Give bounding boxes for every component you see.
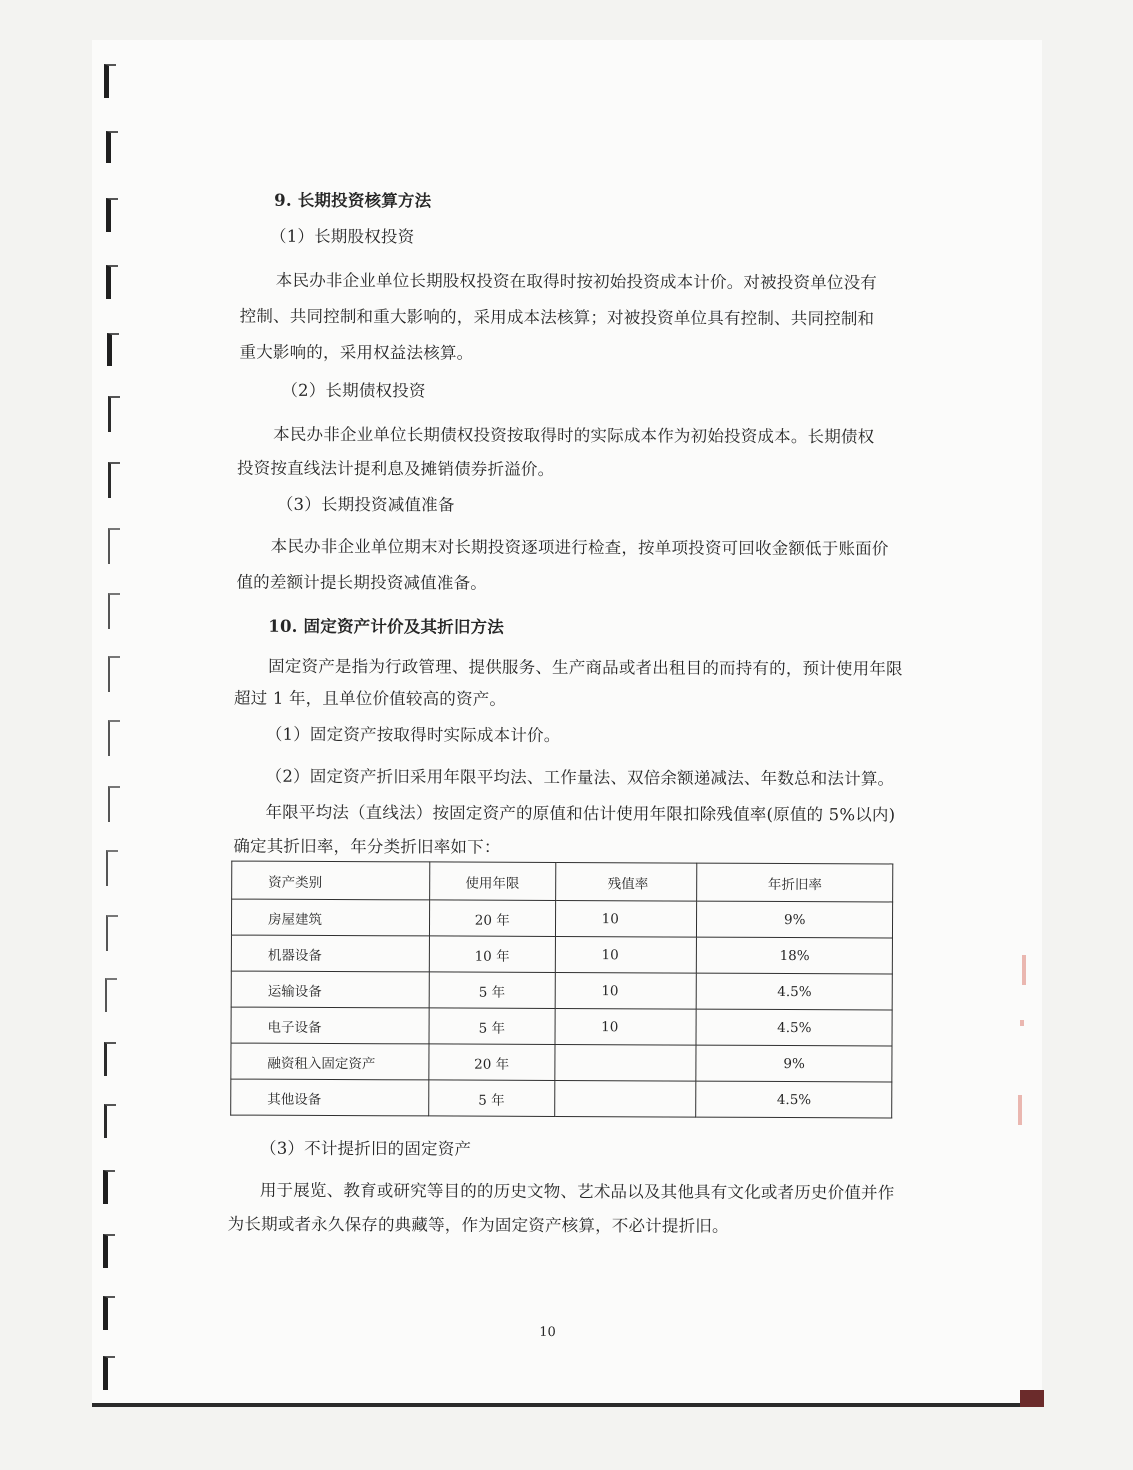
table-row <box>231 1007 892 1046</box>
subsection-heading: （1）长期股权投资 <box>269 226 415 247</box>
cell-asset-category: 房屋建筑 <box>231 899 429 936</box>
cell-annual-rate: 4.5% <box>696 1009 892 1046</box>
cell-annual-rate: 9% <box>697 901 893 938</box>
paragraph-line: 超过 1 年，且单位价值较高的资产。 <box>233 688 507 709</box>
paragraph-line: 重大影响的，采用权益法核算。 <box>239 342 474 363</box>
list-item: （1）固定资产按取得时实际成本计价。 <box>265 724 561 746</box>
subsection-heading: （3）长期投资减值准备 <box>276 494 455 515</box>
cell-asset-category: 电子设备 <box>231 1007 429 1044</box>
cell-asset-category: 融资租入固定资产 <box>231 1043 429 1080</box>
list-item: （2）固定资产折旧采用年限平均法、工作量法、双倍余额递减法、年数总和法计算。 <box>265 766 895 789</box>
corner-mark <box>1020 1390 1044 1407</box>
cell-useful-life: 5 年 <box>429 1008 555 1045</box>
cell-asset-category: 运输设备 <box>231 971 429 1008</box>
cell-residual-rate <box>554 1044 696 1081</box>
paragraph-line: 本民办非企业单位长期债权投资按取得时的实际成本作为初始投资成本。长期债权 <box>273 424 875 447</box>
section-10-heading: 10. 固定资产计价及其折旧方法 <box>268 616 505 637</box>
paragraph-line: 值的差额计提长期投资减值准备。 <box>236 572 488 593</box>
cell-asset-category: 其他设备 <box>231 1079 429 1116</box>
paragraph-line: 控制、共同控制和重大影响的，采用成本法核算；对被投资单位具有控制、共同控制和 <box>239 306 875 329</box>
cell-useful-life: 5 年 <box>429 972 555 1009</box>
header-annual-rate: 年折旧率 <box>697 863 893 902</box>
paragraph-line: 确定其折旧率，年分类折旧率如下： <box>233 836 501 857</box>
cell-annual-rate: 18% <box>697 937 893 974</box>
cell-useful-life: 20 年 <box>429 1044 555 1081</box>
paragraph-line: 年限平均法（直线法）按固定资产的原值和估计使用年限扣除残值率(原值的 5%以内) <box>265 802 896 825</box>
cell-residual-rate: 10 <box>555 936 697 973</box>
depreciation-rate-table <box>230 861 893 1119</box>
header-residual-rate: 残值率 <box>555 862 697 901</box>
table-header-row <box>232 861 893 902</box>
paragraph-line: 为长期或者永久保存的典藏等，作为固定资产核算，不必计提折旧。 <box>227 1214 729 1236</box>
header-asset-category: 资产类别 <box>232 861 430 900</box>
paragraph-line: 本民办非企业单位长期股权投资在取得时按初始投资成本计价。对被投资单位没有 <box>275 270 878 293</box>
page-number: 10 <box>539 1324 556 1340</box>
table-row <box>231 935 892 974</box>
cell-asset-category: 机器设备 <box>231 935 429 972</box>
cell-residual-rate: 10 <box>555 972 697 1009</box>
cell-annual-rate: 4.5% <box>696 1081 892 1118</box>
paragraph-line: 用于展览、教育或研究等目的的历史文物、艺术品以及其他具有文化或者历史价值并作 <box>259 1180 895 1203</box>
cell-useful-life: 5 年 <box>429 1080 555 1117</box>
cell-annual-rate: 4.5% <box>697 973 893 1010</box>
subsection-heading: （2）长期债权投资 <box>281 380 426 401</box>
paragraph-line: 固定资产是指为行政管理、提供服务、生产商品或者出租目的而持有的，预计使用年限 <box>268 656 903 679</box>
subsection-heading: （3）不计提折旧的固定资产 <box>260 1138 472 1159</box>
cell-residual-rate: 10 <box>555 900 697 937</box>
cell-useful-life: 20 年 <box>429 900 555 937</box>
header-useful-life: 使用年限 <box>429 862 555 901</box>
cell-residual-rate <box>554 1080 696 1117</box>
table-row <box>231 971 892 1010</box>
cell-residual-rate: 10 <box>555 1008 697 1045</box>
cell-annual-rate: 9% <box>696 1045 892 1082</box>
paragraph-line: 投资按直线法计提利息及摊销债券折溢价。 <box>236 458 555 479</box>
paragraph-line: 本民办非企业单位期末对长期投资逐项进行检查，按单项投资可回收金额低于账面价 <box>270 536 889 559</box>
table-row <box>231 1043 892 1082</box>
page-edge <box>92 1403 1042 1407</box>
cell-useful-life: 10 年 <box>429 936 555 973</box>
section-9-heading: 9. 长期投资核算方法 <box>274 190 432 211</box>
table-row <box>231 899 892 938</box>
table-row <box>231 1079 892 1118</box>
